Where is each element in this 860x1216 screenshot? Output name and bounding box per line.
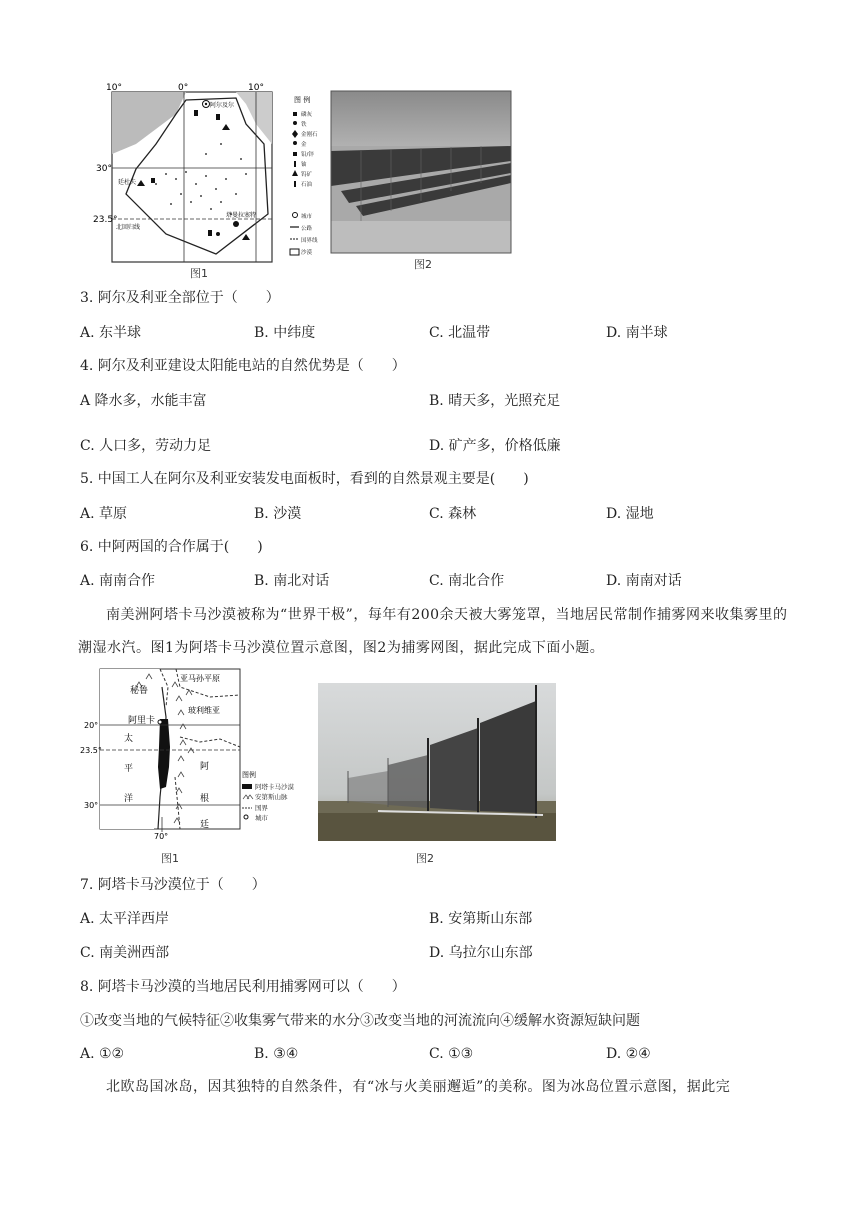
legend-title: 图例 bbox=[242, 771, 256, 779]
lon-label: 70° bbox=[154, 832, 169, 841]
legend-item: 国界 bbox=[255, 804, 268, 812]
legend-item: 铁 bbox=[301, 122, 307, 128]
country-label: 玻利维亚 bbox=[188, 706, 220, 715]
figure-caption: 图2 bbox=[414, 258, 432, 271]
legend-item: 城市 bbox=[301, 214, 313, 220]
lat-label: 20° bbox=[84, 721, 99, 730]
option[interactable]: D. 乌拉尔山东部 bbox=[429, 945, 533, 961]
question-stem: 5. 中国工人在阿尔及利亚安装发电面板时，看到的自然景观主要是( ) bbox=[80, 471, 529, 487]
lon-label: 10° bbox=[106, 83, 122, 93]
option[interactable]: D. ②④ bbox=[606, 1046, 651, 1062]
legend-item: 铀 bbox=[301, 162, 307, 168]
figure-caption: 图2 bbox=[416, 852, 434, 865]
country-label: 秘鲁 bbox=[130, 686, 149, 696]
ocean-label: 平 bbox=[124, 764, 134, 774]
legend-item: 石油 bbox=[301, 182, 313, 188]
country-label: 亚马孙平原 bbox=[180, 674, 220, 683]
legend-item: 城市 bbox=[255, 814, 268, 822]
option[interactable]: A. 草原 bbox=[80, 506, 128, 522]
fog-net-photo bbox=[318, 683, 556, 841]
option[interactable]: B. ③④ bbox=[254, 1046, 299, 1062]
legend-item: 沙漠 bbox=[301, 250, 313, 256]
option[interactable]: C. 北温带 bbox=[429, 325, 491, 341]
lon-label: 10° bbox=[248, 83, 264, 93]
place-label: 廷杜夫 bbox=[118, 179, 137, 186]
figure-caption: 图1 bbox=[161, 852, 179, 865]
place-label: 塔曼拉塞特 bbox=[226, 212, 257, 219]
place-label: 阿尔及尔 bbox=[210, 102, 235, 109]
lat-label: 30° bbox=[96, 164, 112, 174]
algeria-map bbox=[93, 83, 322, 274]
legend-item: 金 bbox=[301, 142, 307, 148]
country-label: 阿 bbox=[200, 762, 210, 772]
option[interactable]: C. 南北合作 bbox=[429, 573, 505, 589]
statement-list: ①改变当地的气候特征②收集雾气带来的水分③改变当地的河流流向④缓解水资源短缺问题 bbox=[80, 1013, 640, 1029]
option[interactable]: C. 森林 bbox=[429, 506, 477, 522]
question-stem: 4. 阿尔及利亚建设太阳能电站的自然优势是（ ） bbox=[80, 358, 406, 374]
legend-item: 金刚石 bbox=[301, 132, 318, 138]
legend-item: 铅/锌 bbox=[301, 152, 314, 158]
option[interactable]: B. 安第斯山东部 bbox=[429, 911, 533, 927]
reading-passage: 南美洲阿塔卡马沙漠被称为“世界干极”，每年有200余天被大雾笼罩，当地居民常制作捕雾网来收集雾里的潮湿水汽。图1为阿塔卡马沙漠位置示意图，图2为捕雾网图，据此完成下面小题。 bbox=[78, 607, 788, 656]
lat-label: 30° bbox=[84, 801, 99, 810]
option[interactable]: D. 矿产多，价格低廉 bbox=[429, 438, 561, 454]
country-label: 根 bbox=[200, 794, 210, 804]
solar-panel-photo bbox=[331, 91, 511, 253]
figure-caption: 图1 bbox=[190, 267, 208, 280]
city-label: 阿里卡 bbox=[128, 716, 156, 726]
option[interactable]: A. 南南合作 bbox=[80, 573, 156, 589]
ocean-label: 洋 bbox=[124, 794, 134, 804]
lat-label: 23.5° bbox=[93, 215, 118, 225]
legend-title: 图 例 bbox=[294, 96, 311, 104]
lat-label: 23.5° bbox=[80, 746, 102, 755]
option[interactable]: A 降水多，水能丰富 bbox=[80, 393, 207, 409]
option[interactable]: B. 沙漠 bbox=[254, 506, 302, 522]
option[interactable]: B. 晴天多，光照充足 bbox=[429, 393, 561, 409]
option[interactable]: B. 中纬度 bbox=[254, 325, 316, 341]
option[interactable]: C. ①③ bbox=[429, 1046, 474, 1062]
country-label: 廷 bbox=[200, 820, 210, 830]
lon-label: 0° bbox=[178, 83, 189, 93]
legend-item: 阿塔卡马沙漠 bbox=[255, 783, 294, 791]
legend-item: 安第斯山脉 bbox=[255, 793, 288, 801]
question-stem: 3. 阿尔及利亚全部位于（ ） bbox=[80, 290, 280, 306]
option[interactable]: D. 南南对话 bbox=[606, 573, 682, 589]
option[interactable]: A. 东半球 bbox=[80, 325, 142, 341]
option[interactable]: D. 湿地 bbox=[606, 506, 654, 522]
option[interactable]: C. 人口多，劳动力足 bbox=[80, 438, 212, 454]
question-stem: 8. 阿塔卡马沙漠的当地居民利用捕雾网可以（ ） bbox=[80, 979, 406, 995]
option[interactable]: A. 太平洋西岸 bbox=[80, 911, 170, 927]
option[interactable]: C. 南美洲西部 bbox=[80, 945, 170, 961]
reading-passage: 北欧岛国冰岛，因其独特的自然条件，有“冰与火美丽邂逅”的美称。图为冰岛位置示意图，据此完 bbox=[106, 1079, 731, 1095]
question-stem: 7. 阿塔卡马沙漠位于（ ） bbox=[80, 877, 266, 893]
option[interactable]: A. ①② bbox=[80, 1046, 125, 1062]
question-stem: 6. 中阿两国的合作属于( ) bbox=[80, 539, 263, 555]
legend-item: 磷灰 bbox=[301, 112, 313, 118]
ocean-label: 太 bbox=[124, 734, 134, 744]
place-label: 北回归线 bbox=[116, 224, 141, 231]
option[interactable]: D. 南半球 bbox=[606, 325, 668, 341]
legend-item: 国界线 bbox=[301, 238, 318, 244]
atacama-map bbox=[80, 667, 320, 867]
legend-item: 钨矿 bbox=[301, 172, 313, 178]
legend-item: 公路 bbox=[301, 226, 313, 232]
option[interactable]: B. 南北对话 bbox=[254, 573, 330, 589]
